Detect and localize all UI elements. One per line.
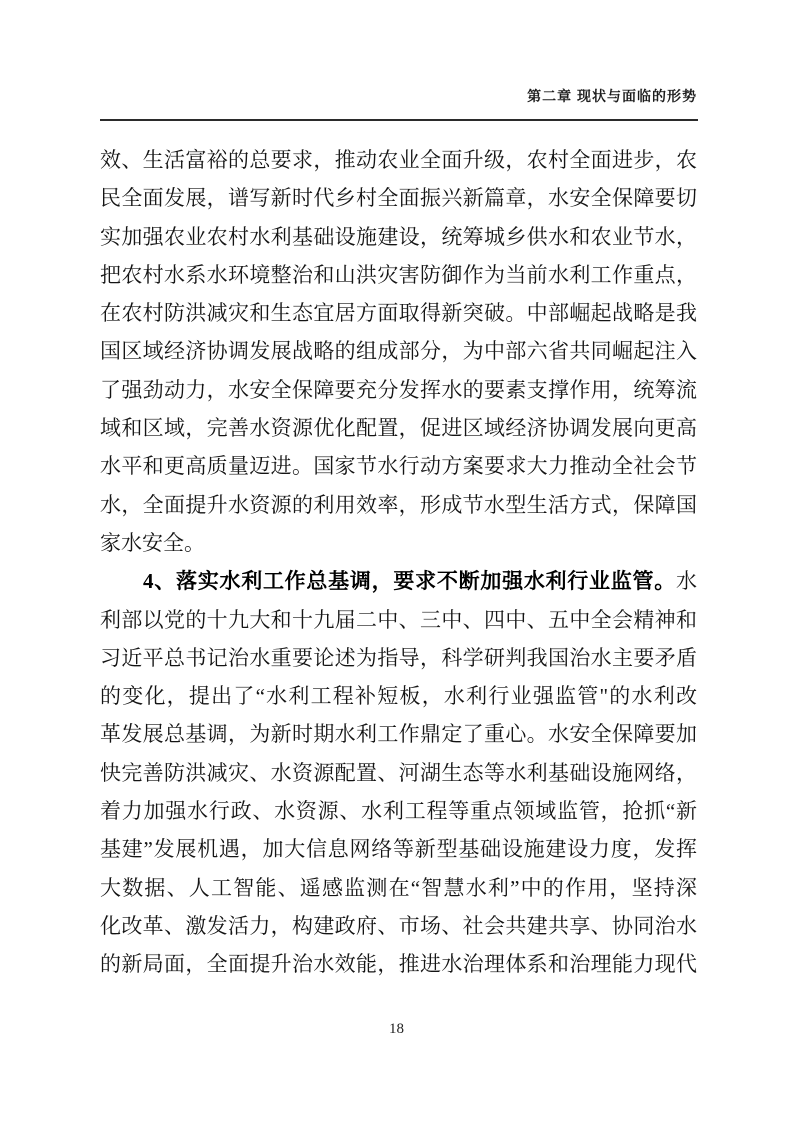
paragraph2-lead-line bbox=[100, 562, 697, 600]
page-header-chapter-title: 第二章 现状与面临的形势 bbox=[527, 88, 697, 104]
text-line: 域和区域，完善水资源优化配置，促进区域经济协调发展向更高 bbox=[100, 416, 697, 441]
text-line: 了强劲动力，水安全保障要充分发挥水的要素支撑作用，统筹流 bbox=[100, 377, 697, 402]
text-line: 利部以党的十九大和十九届二中、三中、四中、五中全会精神和 bbox=[100, 607, 697, 632]
paragraph2-lines bbox=[100, 601, 697, 984]
text-line: 化改革、激发活力，构建政府、市场、社会共建共享、协同治水 bbox=[100, 913, 697, 938]
text-line: 的新局面，全面提升治水效能，推进水治理体系和治理能力现代 bbox=[100, 952, 697, 977]
text-line: 基建”发展机遇，加大信息网络等新型基础设施建设力度，发挥 bbox=[100, 837, 697, 862]
text-line: 着力加强水行政、水资源、水利工程等重点领域监管，抢抓“新 bbox=[100, 799, 697, 824]
paragraph2-lead-tail: 水 bbox=[676, 569, 697, 594]
text-line: 水，全面提升水资源的利用效率，形成节水型生活方式，保障国 bbox=[100, 492, 697, 517]
page-number: 18 bbox=[389, 1021, 404, 1037]
text-line: 快完善防洪减灾、水资源配置、河湖生态等水利基础设施网络， bbox=[100, 760, 697, 785]
text-line: 革发展总基调，为新时期水利工作鼎定了重心。水安全保障要加 bbox=[100, 722, 697, 747]
body-text bbox=[100, 141, 697, 984]
text-line: 效、生活富裕的总要求，推动农业全面升级，农村全面进步，农 bbox=[100, 148, 697, 172]
text-line: 国区域经济协调发展战略的组成部分，为中部六省共同崛起注入 bbox=[100, 339, 697, 364]
header-divider-rule bbox=[100, 119, 698, 121]
text-line: 家水安全。 bbox=[100, 530, 205, 555]
text-line: 在农村防洪减灾和生态宜居方面取得新突破。中部崛起战略是我 bbox=[100, 301, 697, 326]
text-line: 的变化，提出了“水利工程补短板，水利行业强监管"的水利改 bbox=[100, 684, 697, 709]
text-line: 习近平总书记治水重要论述为指导，科学研判我国治水主要矛盾 bbox=[100, 645, 697, 670]
text-line: 民全面发展，谱写新时代乡村全面振兴新篇章，水安全保障要切 bbox=[100, 186, 697, 211]
text-line: 水平和更高质量迈进。国家节水行动方案要求大力推动全社会节 bbox=[100, 454, 697, 479]
paragraph-1 bbox=[100, 141, 697, 562]
text-line: 大数据、人工智能、遥感监测在“智慧水利”中的作用，坚持深 bbox=[100, 875, 697, 900]
text-line: 把农村水系水环境整治和山洪灾害防御作为当前水利工作重点， bbox=[100, 262, 697, 287]
paragraph-2 bbox=[100, 562, 697, 983]
text-line: 实加强农业农村水利基础设施建设，统筹城乡供水和农业节水， bbox=[100, 224, 697, 249]
paragraph2-bold-heading: 4、落实水利工作总基调，要求不断加强水利行业监管。 bbox=[143, 569, 676, 594]
